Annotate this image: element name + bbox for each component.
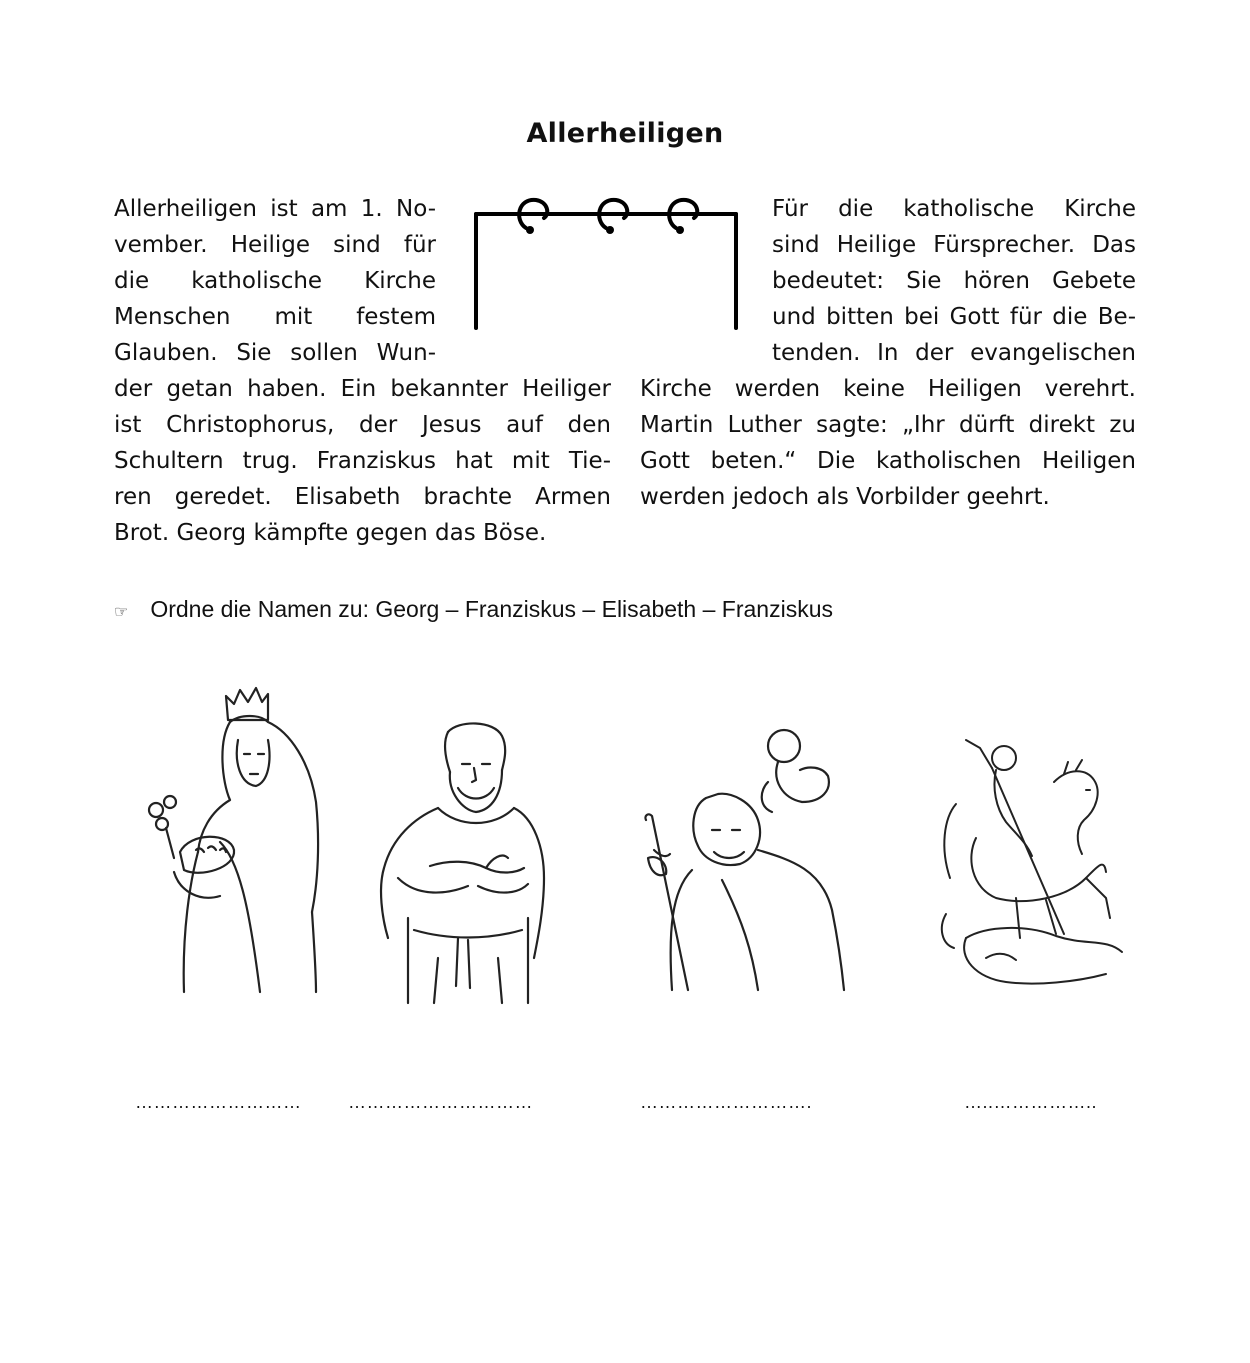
text-left-line: Brot. Georg kämpfte gegen das Böse.: [114, 520, 547, 546]
franziskus-drawing: [378, 718, 548, 1012]
christophorus-drawing: [632, 720, 872, 999]
text-left-line: die katholische Kirche: [114, 268, 436, 294]
text-left-line: Glauben. Sie sollen Wun-: [114, 340, 436, 366]
page-title: Allerheiligen: [526, 118, 724, 149]
text-right-line: Für die katholische Kirche: [772, 196, 1136, 222]
text-right-line: bedeutet: Sie hören Gebete: [772, 268, 1136, 294]
text-right-line: Gott beten.“ Die katholischen Heiligen: [640, 448, 1136, 474]
board-icon: [468, 192, 748, 341]
text-left-line: Allerheiligen ist am 1. No-: [114, 196, 436, 222]
text-right-line: Martin Luther sagte: „Ihr dürft direkt zu: [640, 412, 1136, 438]
text-left-line: der getan haben. Ein bekannter Heiliger: [114, 376, 611, 402]
answer-line-4[interactable]: …..……………..: [964, 1092, 1098, 1112]
text-left-line: Menschen mit festem: [114, 304, 436, 330]
text-right-line: Kirche werden keine Heiligen verehrt.: [640, 376, 1136, 402]
answer-line-2[interactable]: …………………………: [348, 1092, 533, 1112]
answer-line-3[interactable]: ……………………….: [640, 1092, 813, 1112]
task-text: Ordne die Namen zu: Georg – Franziskus – Elisabeth – Franziskus: [150, 596, 833, 622]
text-left-line: Schultern trug. Franziskus hat mit Tie-: [114, 448, 611, 474]
elisabeth-drawing: [140, 682, 330, 1006]
text-right-line: und bitten bei Gott für die Be-: [772, 304, 1136, 330]
text-right-line: werden jedoch als Vorbilder geehrt.: [640, 484, 1050, 510]
pointing-hand-icon: ☞: [114, 604, 129, 621]
task-instruction: [114, 596, 833, 623]
text-left-line: ist Christophorus, der Jesus auf den: [114, 412, 611, 438]
text-right-line: tenden. In der evangelischen: [772, 340, 1136, 366]
text-left-line: ren geredet. Elisabeth brachte Armen: [114, 484, 611, 510]
text-left-line: vember. Heilige sind für: [114, 232, 436, 258]
georg-drawing: [936, 738, 1136, 1002]
answer-line-1[interactable]: ………………………: [135, 1092, 302, 1112]
text-right-line: sind Heilige Fürsprecher. Das: [772, 232, 1136, 258]
